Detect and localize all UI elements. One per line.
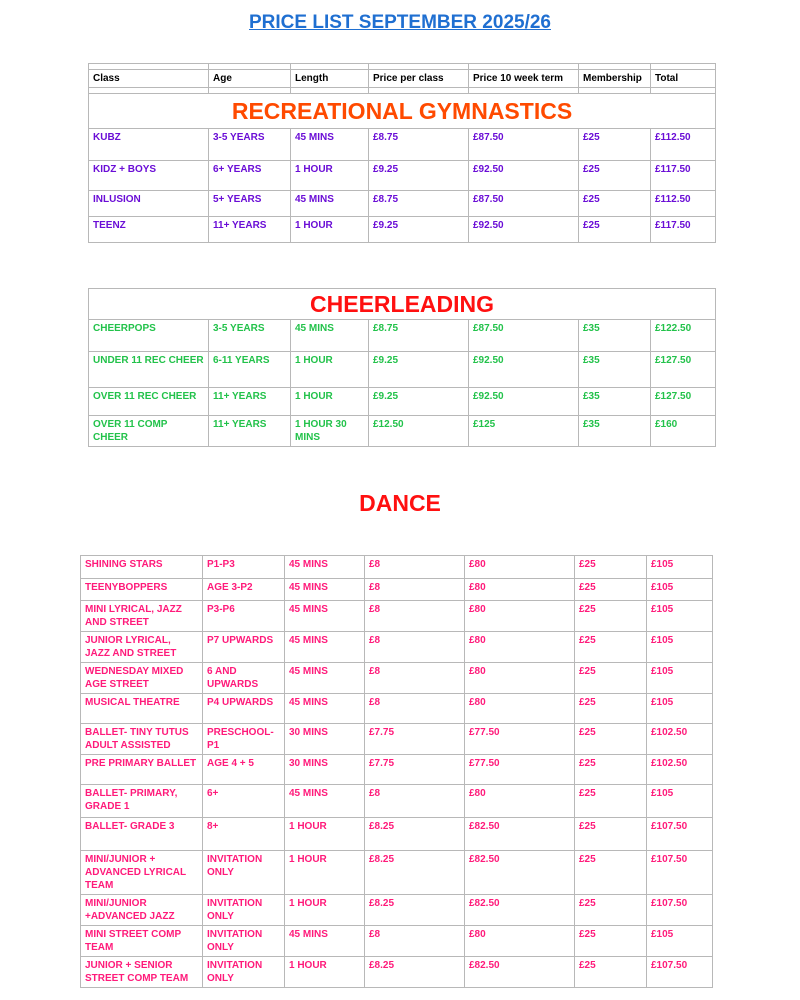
age-cell: INVITATION ONLY [203,926,285,957]
table-row [81,785,713,818]
age-cell: P3-P6 [203,601,285,632]
class-cell: MUSICAL THEATRE [81,694,203,724]
class-cell: MINI/JUNIOR + ADVANCED LYRICAL TEAM [81,851,203,895]
membership-cell: £25 [575,632,647,663]
length-cell: 1 HOUR [285,851,365,895]
membership-cell: £25 [575,818,647,851]
class-cell: SHINING STARS [81,556,203,579]
header-membership: Membership [579,70,651,88]
class-cell: TEENYBOPPERS [81,579,203,601]
price-term-cell: £92.50 [469,388,579,416]
price-term-cell: £82.50 [465,957,575,988]
table-row [89,161,716,191]
total-cell: £107.50 [647,851,713,895]
price-per-class-cell: £9.25 [369,161,469,191]
class-cell: MINI/JUNIOR +ADVANCED JAZZ [81,895,203,926]
table-row [81,724,713,755]
class-cell: UNDER 11 REC CHEER [89,352,209,388]
length-cell: 1 HOUR [291,352,369,388]
table-row [81,579,713,601]
membership-cell: £25 [575,724,647,755]
class-cell: JUNIOR LYRICAL, JAZZ AND STREET [81,632,203,663]
table-row [81,755,713,785]
price-per-class-cell: £8.25 [365,957,465,988]
membership-cell: £25 [579,161,651,191]
header-row [89,70,716,88]
table-row [81,957,713,988]
price-term-cell: £82.50 [465,851,575,895]
length-cell: 45 MINS [291,320,369,352]
membership-cell: £25 [575,851,647,895]
membership-cell: £25 [575,556,647,579]
age-cell: P1-P3 [203,556,285,579]
membership-cell: £25 [579,129,651,161]
total-cell: £105 [647,663,713,694]
class-cell: TEENZ [89,217,209,243]
membership-cell: £35 [579,352,651,388]
total-cell: £105 [647,785,713,818]
table-row [89,217,716,243]
length-cell: 1 HOUR 30 MINS [291,416,369,447]
price-per-class-cell: £8 [365,601,465,632]
price-per-class-cell: £9.25 [369,217,469,243]
table-row [89,352,716,388]
price-per-class-cell: £8 [365,632,465,663]
gymnastics-heading: RECREATIONAL GYMNASTICS [89,94,716,129]
header-total: Total [651,70,716,88]
total-cell: £105 [647,926,713,957]
price-term-cell: £92.50 [469,161,579,191]
price-per-class-cell: £12.50 [369,416,469,447]
table-row [81,694,713,724]
class-cell: INLUSION [89,191,209,217]
cheerleading-table [88,288,716,447]
membership-cell: £35 [579,416,651,447]
total-cell: £127.50 [651,388,716,416]
price-term-cell: £87.50 [469,129,579,161]
membership-cell: £25 [575,926,647,957]
table-row [89,416,716,447]
price-per-class-cell: £8.75 [369,191,469,217]
table-row [81,601,713,632]
class-cell: BALLET- TINY TUTUS ADULT ASSISTED [81,724,203,755]
price-term-cell: £87.50 [469,320,579,352]
price-per-class-cell: £8.25 [365,895,465,926]
price-term-cell: £125 [469,416,579,447]
table-row [81,632,713,663]
length-cell: 45 MINS [285,579,365,601]
length-cell: 1 HOUR [291,217,369,243]
price-per-class-cell: £8 [365,694,465,724]
age-cell: 8+ [203,818,285,851]
class-cell: MINI STREET COMP TEAM [81,926,203,957]
table-row [81,556,713,579]
class-cell: MINI LYRICAL, JAZZ AND STREET [81,601,203,632]
length-cell: 45 MINS [285,663,365,694]
header-class: Class [89,70,209,88]
price-term-cell: £92.50 [469,217,579,243]
table-row [81,818,713,851]
membership-cell: £25 [575,785,647,818]
age-cell: 6-11 YEARS [209,352,291,388]
membership-cell: £25 [579,191,651,217]
age-cell: 11+ YEARS [209,217,291,243]
table-row [81,895,713,926]
class-cell: JUNIOR + SENIOR STREET COMP TEAM [81,957,203,988]
length-cell: 1 HOUR [291,161,369,191]
class-cell: CHEERPOPS [89,320,209,352]
membership-cell: £35 [579,388,651,416]
age-cell: AGE 4 + 5 [203,755,285,785]
total-cell: £105 [647,579,713,601]
header-price-term: Price 10 week term [469,70,579,88]
length-cell: 45 MINS [285,785,365,818]
price-term-cell: £77.50 [465,755,575,785]
gymnastics-table [88,63,716,243]
class-cell: BALLET- GRADE 3 [81,818,203,851]
total-cell: £107.50 [647,895,713,926]
age-cell: 5+ YEARS [209,191,291,217]
price-term-cell: £82.50 [465,818,575,851]
class-cell: BALLET- PRIMARY, GRADE 1 [81,785,203,818]
price-term-cell: £80 [465,601,575,632]
age-cell: INVITATION ONLY [203,957,285,988]
length-cell: 45 MINS [285,556,365,579]
cheerleading-heading: CHEERLEADING [89,289,716,320]
total-cell: £117.50 [651,217,716,243]
price-term-cell: £80 [465,926,575,957]
page-title: PRICE LIST SEPTEMBER 2025/26 [249,12,551,33]
price-per-class-cell: £8 [365,785,465,818]
length-cell: 45 MINS [285,694,365,724]
price-term-cell: £80 [465,556,575,579]
class-cell: OVER 11 REC CHEER [89,388,209,416]
total-cell: £105 [647,556,713,579]
age-cell: INVITATION ONLY [203,895,285,926]
price-per-class-cell: £8 [365,663,465,694]
price-per-class-cell: £9.25 [369,388,469,416]
length-cell: 30 MINS [285,755,365,785]
price-term-cell: £82.50 [465,895,575,926]
dance-rows [81,556,713,988]
length-cell: 30 MINS [285,724,365,755]
membership-cell: £25 [575,694,647,724]
dance-table [80,555,713,988]
membership-cell: £35 [579,320,651,352]
length-cell: 45 MINS [285,601,365,632]
class-cell: OVER 11 COMP CHEER [89,416,209,447]
membership-cell: £25 [575,895,647,926]
price-term-cell: £87.50 [469,191,579,217]
total-cell: £107.50 [647,957,713,988]
price-per-class-cell: £8.25 [365,851,465,895]
price-per-class-cell: £9.25 [369,352,469,388]
total-cell: £160 [651,416,716,447]
length-cell: 1 HOUR [285,818,365,851]
class-cell: KIDZ + BOYS [89,161,209,191]
class-cell: PRE PRIMARY BALLET [81,755,203,785]
table-row [89,320,716,352]
header-price-per-class: Price per class [369,70,469,88]
total-cell: £122.50 [651,320,716,352]
length-cell: 1 HOUR [285,957,365,988]
total-cell: £105 [647,694,713,724]
length-cell: 1 HOUR [285,895,365,926]
section-heading-row [89,94,716,129]
cheerleading-rows [89,320,716,447]
price-per-class-cell: £8.25 [365,818,465,851]
length-cell: 45 MINS [291,129,369,161]
table-row [89,191,716,217]
age-cell: 11+ YEARS [209,416,291,447]
age-cell: 6+ YEARS [209,161,291,191]
total-cell: £105 [647,601,713,632]
age-cell: 6+ [203,785,285,818]
length-cell: 45 MINS [285,926,365,957]
header-length: Length [291,70,369,88]
total-cell: £127.50 [651,352,716,388]
gymnastics-rows [89,129,716,243]
price-term-cell: £77.50 [465,724,575,755]
age-cell: 6 AND UPWARDS [203,663,285,694]
price-term-cell: £80 [465,579,575,601]
price-per-class-cell: £8 [365,926,465,957]
price-per-class-cell: £8.75 [369,320,469,352]
age-cell: 3-5 YEARS [209,129,291,161]
membership-cell: £25 [579,217,651,243]
price-per-class-cell: £7.75 [365,755,465,785]
total-cell: £107.50 [647,818,713,851]
class-cell: WEDNESDAY MIXED AGE STREET [81,663,203,694]
age-cell: AGE 3-P2 [203,579,285,601]
membership-cell: £25 [575,755,647,785]
age-cell: 3-5 YEARS [209,320,291,352]
price-term-cell: £80 [465,785,575,818]
length-cell: 45 MINS [285,632,365,663]
table-row [81,663,713,694]
table-row [89,129,716,161]
age-cell: INVITATION ONLY [203,851,285,895]
total-cell: £102.50 [647,755,713,785]
table-row [89,388,716,416]
total-cell: £117.50 [651,161,716,191]
price-term-cell: £80 [465,632,575,663]
total-cell: £112.50 [651,129,716,161]
dance-heading: DANCE [359,490,441,516]
price-per-class-cell: £8.75 [369,129,469,161]
length-cell: 1 HOUR [291,388,369,416]
table-row [81,926,713,957]
membership-cell: £25 [575,579,647,601]
price-term-cell: £80 [465,663,575,694]
price-per-class-cell: £8 [365,579,465,601]
membership-cell: £25 [575,957,647,988]
length-cell: 45 MINS [291,191,369,217]
section-heading-row [89,289,716,320]
price-term-cell: £92.50 [469,352,579,388]
price-per-class-cell: £7.75 [365,724,465,755]
age-cell: P4 UPWARDS [203,694,285,724]
price-term-cell: £80 [465,694,575,724]
age-cell: P7 UPWARDS [203,632,285,663]
total-cell: £105 [647,632,713,663]
age-cell: 11+ YEARS [209,388,291,416]
table-row [81,851,713,895]
age-cell: PRESCHOOL-P1 [203,724,285,755]
total-cell: £102.50 [647,724,713,755]
membership-cell: £25 [575,663,647,694]
price-per-class-cell: £8 [365,556,465,579]
header-age: Age [209,70,291,88]
class-cell: KUBZ [89,129,209,161]
total-cell: £112.50 [651,191,716,217]
membership-cell: £25 [575,601,647,632]
